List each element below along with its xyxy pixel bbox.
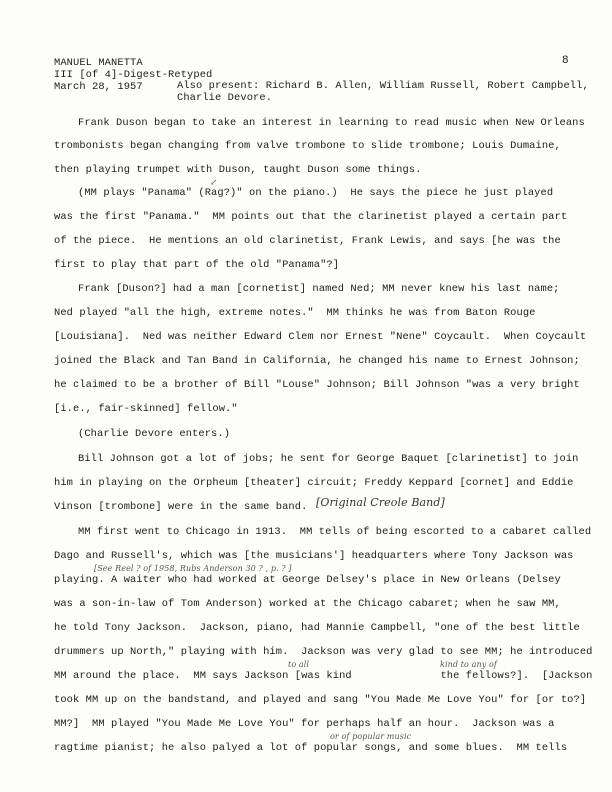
body-line: then playing trumpet with Duson, taught Duson some things. <box>54 164 422 176</box>
handwritten-fellows-note: kind to any of <box>440 660 497 669</box>
body-line: he told Tony Jackson. Jackson, piano, had Mannie Campbell, "one of the best little <box>54 622 580 634</box>
handwritten-kind-note: to all <box>288 660 310 669</box>
body-line: joined the Black and Tan Band in California, he changed his name to Ernest Johnson; <box>54 355 580 367</box>
header-present-1: Also present: Richard B. Allen, William Russell, Robert Campbell, <box>177 80 589 92</box>
body-line: was the first "Panama." MM points out that the clarinetist played a certain part <box>54 211 568 223</box>
body-line: Frank Duson began to take an interest in learning to read music when New Orleans <box>78 117 585 129</box>
handwritten-orpheum-note: [Original Creole Band] <box>316 496 445 509</box>
body-line: ragtime pianist; he also palyed a lot of popular songs, and some blues. MM tells <box>54 742 568 754</box>
body-line: [Louisiana]. Ned was neither Edward Clem nor Ernest "Nene" Coycault. When Coycault <box>54 331 587 343</box>
body-line: he claimed to be a brother of Bill "Louse" Johnson; Bill Johnson "was a very bright <box>54 379 580 391</box>
header-reel: III [of 4]-Digest-Retyped <box>54 69 213 81</box>
page-number: 8 <box>562 55 569 67</box>
handwritten-dago-note: [See Reel ? of 1958, Rubs Anderson 30 ? , p. ? ] <box>94 564 292 573</box>
body-line: him in playing on the Orpheum [theater] circuit; Freddy Keppard [cornet] and Eddie <box>54 477 574 489</box>
body-line: MM first went to Chicago in 1913. MM tells of being escorted to a cabaret called <box>78 526 592 538</box>
header-date: March 28, 1957 <box>54 81 143 93</box>
body-line: first to play that part of the old "Panama"?] <box>54 259 340 271</box>
header-present-2: Charlie Devore. <box>177 92 273 104</box>
body-line: (MM plays "Panama" (Rag?)" on the piano.) He says the piece he just played <box>78 187 554 199</box>
body-line: Frank [Duson?] had a man [cornetist] named Ned; MM never knew his last name; <box>78 283 560 295</box>
body-line: playing. A waiter who had worked at George Delsey's place in New Orleans (Delsey <box>54 574 561 586</box>
handwritten-popular-note: or of popular music <box>330 732 412 741</box>
body-line: trombonists began changing from valve trombone to slide trombone; Louis Dumaine, <box>54 140 561 152</box>
body-line: Ned played "all the high, extreme notes." MM thinks he was from Baton Rouge <box>54 307 536 319</box>
body-line: of the piece. He mentions an old clarinetist, Frank Lewis, and says [he was the <box>54 235 561 247</box>
body-line: [i.e., fair-skinned] fellow." <box>54 403 238 415</box>
body-line: (Charlie Devore enters.) <box>78 428 231 440</box>
body-line: drummers up North," playing with him. Jackson was very glad to see MM; he introduced <box>54 646 593 658</box>
body-line: Bill Johnson got a lot of jobs; he sent for George Baquet [clarinetist] to join <box>78 453 579 465</box>
header-name: MANUEL MANETTA <box>54 57 143 69</box>
body-line: Dago and Russell's, which was [the musicians'] headquarters where Tony Jackson was <box>54 550 574 562</box>
body-line: Vinson [trombone] were in the same band. <box>54 501 308 513</box>
body-line: MM?] MM played "You Made Me Love You" for perhaps half an hour. Jackson was a <box>54 718 555 730</box>
body-line: MM around the place. MM says Jackson [was kind the fellows?]. [Jackson <box>54 670 593 682</box>
body-line: was a son-in-law of Tom Anderson) worked at the Chicago cabaret; when he saw MM, <box>54 598 561 610</box>
handwritten-rag-mark: ↙ <box>210 178 218 188</box>
body-line: took MM up on the bandstand, and played and sang "You Made Me Love You" for [or to?] <box>54 694 587 706</box>
